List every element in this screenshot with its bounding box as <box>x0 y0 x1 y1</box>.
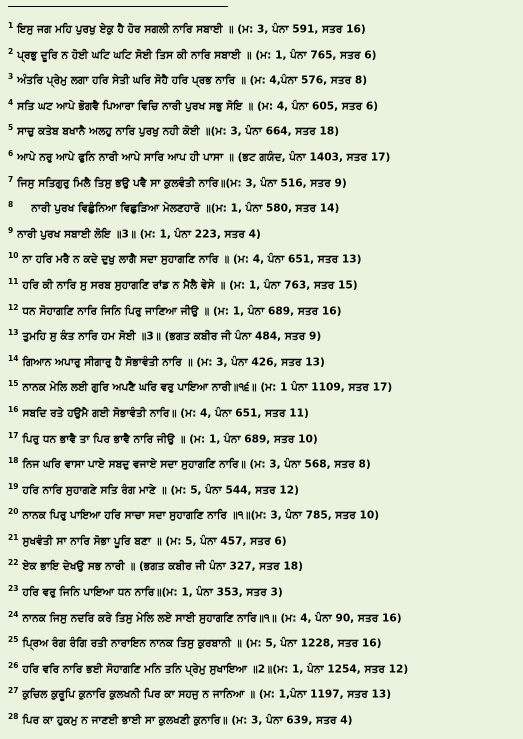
quote-line <box>8 423 519 449</box>
quote-line <box>8 576 519 602</box>
line-number: 27 <box>8 686 19 696</box>
line-text: ਨਾ ਹਰਿ ਮਰੈ ਨ ਕਦੇ ਦੁਖੁ ਲਾਗੈ ਸਦਾ ਸੁਹਾਗਣਿ ਨਾਰਿ ॥ (ਮ: 4, ਪੰਨਾ 651, ਸਤਰ 13) <box>22 253 362 266</box>
quote-list <box>8 13 519 730</box>
line-text: ਜਿਸੁ ਸਤਿਗੁਰੁ ਮਿਲੈ ਤਿਸੁ ਭਉ ਪਵੈ ਸਾ ਕੁਲਵੰਤੀ ਨਾਰਿ॥(ਮ: 3, ਪੰਨਾ 516, ਸਤਰ 9) <box>17 177 347 190</box>
line-number: 10 <box>8 251 19 261</box>
top-divider <box>8 6 228 7</box>
line-number: 20 <box>8 507 19 517</box>
line-text: ਆਪੇ ਨਰੁ ਆਪੇ ਫੁਨਿ ਨਾਰੀ ਆਪੇ ਸਾਰਿ ਆਪ ਹੀ ਪਾਸਾ ॥ (ਭਟ ਗਯੰਦ, ਪੰਨਾ 1403, ਸਤਰ 17) <box>17 151 391 164</box>
quote-line <box>8 90 519 116</box>
quote-line <box>8 525 519 551</box>
line-text: ਗਿਆਨ ਅਪਾਰੁ ਸੀਗਾਰੁ ਹੈ ਸੋਭਾਵੰਤੀ ਨਾਰਿ ॥ (ਮ: 3, ਪੰਨਾ 426, ਸਤਰ 13) <box>22 356 325 369</box>
line-text: ਅੰਤਰਿ ਪ੍ਰੇਮੁ ਲਗਾ ਹਰਿ ਸੇਤੀ ਘਰਿ ਸੋਹੈ ਹਰਿ ਪ੍ਰਭ ਨਾਰਿ ॥ (ਮ: 4,ਪੰਨਾ 576, ਸਤਰ 8) <box>17 74 368 87</box>
line-number: 26 <box>8 660 19 670</box>
quote-line <box>8 346 519 372</box>
line-text: ਹਰਿ ਨਾਰਿ ਸੁਹਾਗਣੇ ਸਤਿ ਰੰਗ ਮਾਣੇ ॥ (ਮ: 5, ਪੰਨਾ 544, ਸਤਰ 12) <box>22 484 299 497</box>
quote-line <box>8 653 519 679</box>
line-text: ਸੁਖਵੰਤੀ ਸਾ ਨਾਰਿ ਸੋਭਾ ਪੂਰਿ ਬਣਾ ॥ (ਮ: 5, ਪੰਨਾ 457, ਸਤਰ 6) <box>22 535 287 548</box>
quote-line <box>8 627 519 653</box>
line-number: 6 <box>8 148 14 158</box>
line-text: ਪ੍ਰਿਅ ਰੰਗ ਰੰਗਿ ਰਤੀ ਨਾਰਾਇਨ ਨਾਨਕ ਤਿਸੁ ਕੁਰਬਾਨੀ ॥ (ਮ: 5, ਪੰਨਾ 1228, ਸਤਰ 16) <box>22 637 382 650</box>
line-number: 21 <box>8 532 19 542</box>
line-text: ਏਕ ਭਾਇ ਦੇਖਉ ਸਭ ਨਾਰੀ ॥ (ਭਗਤ ਕਬੀਰ ਜੀ ਪੰਨਾ 327, ਸਤਰ 18) <box>22 561 303 573</box>
line-text: ਧਨ ਸੋਹਾਗਣਿ ਨਾਰਿ ਜਿਨਿ ਪਿਰੁ ਜਾਣਿਆ ਜੀਉ ॥ (ਮ: 1, ਪੰਨਾ 689, ਸਤਰ 16) <box>22 305 342 318</box>
line-text: ਹਰਿ ਕੀ ਨਾਰਿ ਸੁ ਸਰਬ ਸੁਹਾਗਣਿ ਰਾਂਡ ਨ ਮੈਲੈ ਵੇਸੇ ॥ (ਮ: 1, ਪੰਨਾ 763, ਸਤਰ 15) <box>22 279 358 292</box>
line-number: 19 <box>8 481 19 491</box>
line-number: 24 <box>8 609 19 619</box>
line-number: 25 <box>8 635 19 645</box>
quote-line <box>8 295 519 321</box>
quote-line <box>8 602 519 628</box>
line-number: 5 <box>8 123 14 133</box>
quote-line <box>8 192 519 218</box>
quote-line <box>8 269 519 295</box>
quote-line <box>8 167 519 193</box>
line-text: ਨਾਰੀ ਪੁਰਖ ਵਿਛੁੰਨਿਆ ਵਿਛੁੜਿਆ ਮੇਲਣਹਾਰੋ ॥(ਮ: 1, ਪੰਨਾ 580, ਸਤਰ 14) <box>31 202 340 215</box>
line-number: 3 <box>8 72 14 82</box>
line-text: ਸਬਦਿ ਰਤੇ ਹਉਮੈ ਗਈ ਸੋਭਾਵੰਤੀ ਨਾਰਿ॥ (ਮ: 4, ਪੰਨਾ 651, ਸਤਰ 11) <box>22 407 309 420</box>
line-text: ਨਾਨਕ ਮੇਲਿ ਲਈ ਗੁਰਿ ਅਪਣੈ ਘਰਿ ਵਰੁ ਪਾਇਆ ਨਾਰੀ॥੧੬॥ (ਮ: 1 ਪੰਨਾ 1109, ਸਤਰ 17) <box>22 381 393 394</box>
line-text: ਨਿਜ ਘਰਿ ਵਾਸਾ ਪਾਏ ਸਬਦੁ ਵਜਾਏ ਸਦਾ ਸੁਹਾਗਣਿ ਨਾਰਿ॥ (ਮ: 3, ਪੰਨਾ 568, ਸਤਰ 8) <box>22 458 371 471</box>
line-number: 15 <box>8 379 19 389</box>
line-number: 28 <box>8 712 19 722</box>
line-number: 17 <box>8 430 19 440</box>
quote-line <box>8 371 519 397</box>
line-text: ਸਾਚੁ ਕਤੇਬ ਬਖਾਨੈ ਅਲਹੁ ਨਾਰਿ ਪੁਰਖੁ ਨਹੀ ਕੋਈ ॥(ਮ: 3, ਪੰਨਾ 664, ਸਤਰ 18) <box>17 125 340 138</box>
quote-line <box>8 13 519 39</box>
quote-line <box>8 64 519 90</box>
line-text: ਨਾਰੀ ਪੁਰਖ ਸਬਾਈ ਲੋਇ ॥3॥ (ਮ: 1, ਪੰਨਾ 223, ਸਤਰ 4) <box>17 228 261 241</box>
quote-line <box>8 243 519 269</box>
line-number: 14 <box>8 353 19 363</box>
quote-line <box>8 39 519 65</box>
quote-line <box>8 218 519 244</box>
quote-line <box>8 678 519 704</box>
quote-line <box>8 499 519 525</box>
line-text: ਪਿਰ ਕਾ ਹੁਕਮੁ ਨ ਜਾਣਈ ਭਾਈ ਸਾ ਕੁਲਖਣੀ ਕੁਨਾਰਿ॥ (ਮ: 3, ਪੰਨਾ 639, ਸਤਰ 4) <box>22 714 353 727</box>
quote-line <box>8 704 519 730</box>
line-text: ਪ੍ਰਭੁ ਦੂਰਿ ਨ ਹੋਈ ਘਟਿ ਘਟਿ ਸੋਈ ਤਿਸ ਕੀ ਨਾਰਿ ਸਬਾਈ ॥ (ਮ: 1, ਪੰਨਾ 765, ਸਤਰ 6) <box>17 49 377 62</box>
quote-line <box>8 397 519 423</box>
line-number: 7 <box>8 174 14 184</box>
quote-line <box>8 448 519 474</box>
line-number: 16 <box>8 404 19 414</box>
line-text: ਸਤਿ ਘਟ ਆਪੇ ਭੋਗਵੈ ਪਿਆਰਾ ਵਿਚਿ ਨਾਰੀ ਪੁਰਖ ਸਭੁ ਸੋਇ ॥ (ਮ: 4, ਪੰਨਾ 605, ਸਤਰ 6) <box>17 100 379 113</box>
line-number: 8 <box>8 200 14 210</box>
line-number: 12 <box>8 302 19 312</box>
quote-line <box>8 141 519 167</box>
line-text: ਤੁਮਹਿ ਸੁ ਕੰਤ ਨਾਰਿ ਹਮ ਸੋਈ ॥3॥ (ਭਗਤ ਕਬੀਰ ਜੀ ਪੰਨਾ 484, ਸਤਰ 9) <box>22 330 322 343</box>
line-text: ਹਰਿ ਵਰੁ ਜਿਨਿ ਪਾਇਆ ਧਨ ਨਾਰਿ॥(ਮ: 1, ਪੰਨਾ 353, ਸਤਰ 3) <box>22 586 283 599</box>
line-text: ਕੁਚਿਲ ਕੁਰੂਪਿ ਕੁਨਾਰਿ ਕੁਲਖਨੀ ਪਿਰ ਕਾ ਸਹਜੁ ਨ ਜਾਨਿਆ ॥ (ਮ: 1,ਪੰਨਾ 1197, ਸਤਰ 13) <box>22 688 392 701</box>
line-number: 9 <box>8 225 14 235</box>
line-number: 18 <box>8 456 19 466</box>
quote-line <box>8 550 519 576</box>
line-text: ਪਿਰੁ ਧਨ ਭਾਵੈ ਤਾ ਪਿਰ ਭਾਵੈ ਨਾਰਿ ਜੀਉ ॥ (ਮ: 1, ਪੰਨਾ 689, ਸਤਰ 10) <box>22 433 318 446</box>
quote-line <box>8 474 519 500</box>
line-number: 23 <box>8 584 19 594</box>
line-number: 13 <box>8 328 19 338</box>
line-number: 22 <box>8 558 19 568</box>
line-number: 1 <box>8 21 14 30</box>
quote-line <box>8 115 519 141</box>
line-text: ਨਾਨਕ ਪਿਰੁ ਪਾਇਆ ਹਰਿ ਸਾਚਾ ਸਦਾ ਸੁਹਾਗਣਿ ਨਾਰਿ ॥੧॥(ਮ: 3, ਪੰਨਾ 785, ਸਤਰ 10) <box>22 509 380 522</box>
line-text: ਇਸੁ ਜਗ ਮਹਿ ਪੁਰਖੁ ਏਕੁ ਹੈ ਹੋਰ ਸਗਲੀ ਨਾਰਿ ਸਬਾਈ ॥ (ਮ: 3, ਪੰਨਾ 591, ਸਤਰ 16) <box>17 23 366 36</box>
line-number: 11 <box>8 276 19 286</box>
line-number: 4 <box>8 97 14 107</box>
line-text: ਹਰਿ ਵਰਿ ਨਾਰਿ ਭਈ ਸੋਹਾਗਣਿ ਮਨਿ ਤਨਿ ਪ੍ਰੇਮੁ ਸੁਖਾਇਆ ॥2॥(ਮ: 1, ਪੰਨਾ 1254, ਸਤਰ 12) <box>22 663 409 676</box>
line-number: 2 <box>8 46 14 56</box>
line-text: ਨਾਨਕ ਜਿਸੁ ਨਦਰਿ ਕਰੇ ਤਿਸੁ ਮੇਲਿ ਲਏ ਸਾਈ ਸੁਹਾਗਣਿ ਨਾਰਿ॥੧॥ (ਮ: 4, ਪੰਨਾ 90, ਸਤਰ 16) <box>22 612 402 625</box>
quote-line <box>8 320 519 346</box>
